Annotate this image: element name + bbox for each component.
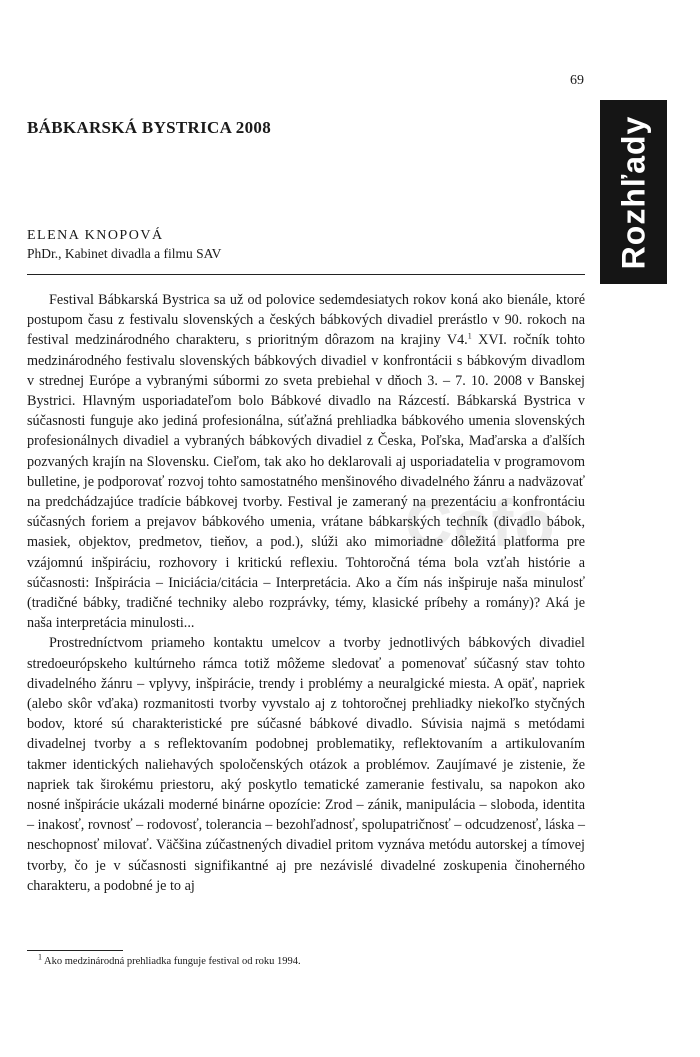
section-tab-label: Rozhľady (615, 115, 652, 269)
footnote-text: Ako medzinárodná prehliadka funguje festival od roku 1994. (44, 956, 301, 967)
footnote-reference: 1 (467, 331, 472, 341)
paragraph-1 (27, 290, 585, 633)
section-tab (600, 100, 667, 284)
footnote-rule (27, 950, 123, 951)
paragraph-2: Prostredníctvom priameho kontaktu umelcov a tvorby jednotlivých bábkových divadiel stredoeurópskeho kultúrneho rámca totiž môžeme sledovať a pomenovať súčasný stav tohto divadelného žánru – vplyvy, inšpirácie, trendy i problémy a neuralgické miesta. A opäť, napriek (alebo skôr vďaka) rozmanitosti tvorby vyvstalo aj z tohtoročnej prehliadky niekoľko styčných bodov, ktoré sú charakteristické pre súčasné bábkové divadlo. Súvisia najmä s metódami divadelnej tvorby a s reflektovaním podobnej problematiky, reflektovaním a artikulovaním takmer identických naliehavých spoločenských otázok a problémov. Zaujímavé je zistenie, že napriek tak širokému priestoru, aký poskytlo tematické zameranie festivalu, sa napokon ako nosné inšpirácie ukázali moderné binárne opozície: Zrod – zánik, manipulácia – sloboda, identita – inakosť, rovnosť – rodovosť, tolerancia – bezohľadnosť, spolupatričnosť – odcudzenosť, láska – neschopnosť milovať. Väčšina zúčastnených divadiel pritom vyznáva metódu autorskej a tímovej tvorby, čo je v súčasnosti signifikantné aj pre nezávislé divadelné zoskupenia činoherného charakteru, a podobné je to aj (27, 635, 585, 894)
footnote-mark: 1 (38, 952, 42, 962)
author-affiliation: PhDr., Kabinet divadla a filmu SAV (27, 246, 222, 261)
watermark: Cefo (405, 486, 556, 560)
article-body (27, 290, 585, 896)
author-name: ELENA KNOPOVÁ (27, 228, 164, 243)
page-number: 69 (570, 73, 584, 88)
footnote (38, 952, 301, 967)
paragraph-1-start: Festival Bábkarská Bystrica sa už od polovice sedemdesiatych rokov koná ako bienále, ktoré postupom času z festivalu slovenských a českých bábkových divadiel prerástlo v 90. rokoch na festival medzinárodného charakteru, s prioritným dôrazom na krajiny V4. (27, 292, 585, 349)
header-rule (27, 274, 585, 275)
paragraph-1-rest: XVI. ročník tohto medzinárodného festivalu slovenských bábkových divadiel v konfrontácii s bábkovým divadlom v strednej Európe a vybranými súbormi zo sveta prebiehal v dňoch 3. – 7. 10. 2008 v Banskej Bystrici. Hlavným usporiadateľom bolo Bábkové divadlo na Rázcestí. Bábkarská Bystrica v súčasnosti funguje ako jediná profesionálna, súťažná prehliadka bábkového umenia slovenských profesionálnych divadiel a vybraných bábkových divadiel z Česka, Poľska, Maďarska a ďalších pozvaných krajín na Slovensku. Cieľom, tak ako ho deklarovali aj usporiadatelia v programovom bulletine, je podporovať rozvoj tohto samostatného menšinového divadelného žánru a nadväzovať na predchádzajúce tradície bábkovej tvorby. Festival je zameraný na prezentáciu a konfrontáciu súčasných foriem a prejavov bábkového umenia, vrátane bábkarských techník (divadlo bábok, masiek, objektov, predmetov, tieňov, a pod.), slúži ako mimoriadne dôležitá platforma pre vzájomnú inšpiráciu, rozhovory i kritickú reflexiu. Tohtoročná téma bola vzťah histórie a súčasnosti: Inšpirácia – Iniciácia/citácia – Interpretácia. Ako a čím nás inšpiruje naša minulosť (tradičné bábky, tradičné techniky alebo rozprávky, témy, klasické príbehy a romány)? Aká je naša interpretácia minulosti... (27, 332, 585, 632)
article-title: BÁBKARSKÁ BYSTRICA 2008 (27, 118, 272, 137)
